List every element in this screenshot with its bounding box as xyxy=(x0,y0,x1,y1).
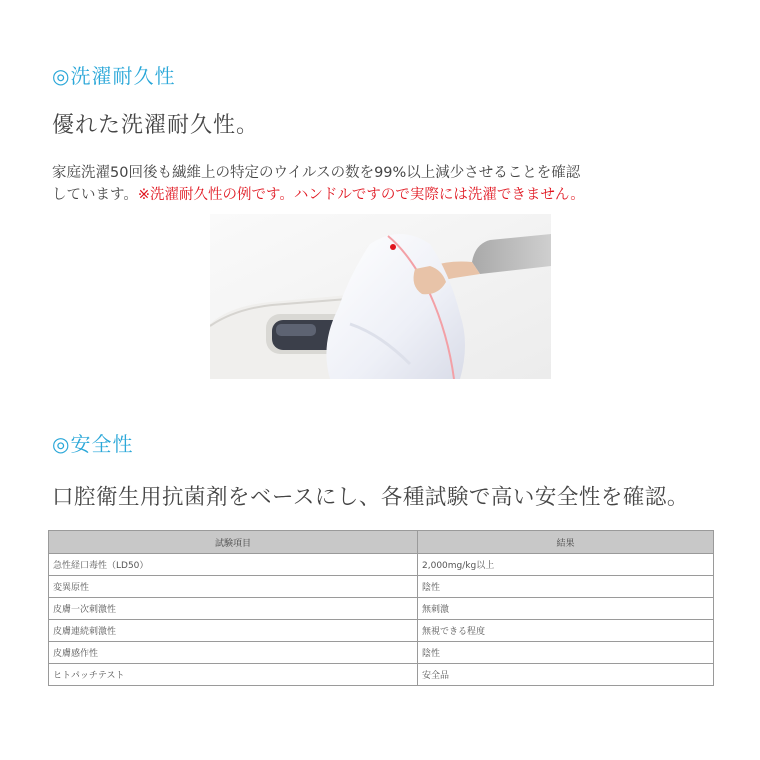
test-item-cell: 急性経口毒性（LD50） xyxy=(49,554,418,576)
laundry-net-photo xyxy=(210,214,551,379)
result-cell: 2,000mg/kg以上 xyxy=(418,554,714,576)
result-cell: 陰性 xyxy=(418,576,714,598)
table-row xyxy=(49,664,714,686)
table-row xyxy=(49,642,714,664)
result-cell: 無視できる程度 xyxy=(418,620,714,642)
table-header-row xyxy=(49,531,714,554)
column-header-test-item: 試験項目 xyxy=(49,531,418,554)
result-cell: 安全品 xyxy=(418,664,714,686)
test-item-cell: ヒトパッチテスト xyxy=(49,664,418,686)
test-item-cell: 皮膚感作性 xyxy=(49,642,418,664)
washing-note: ※洗濯耐久性の例です。ハンドルですので実際には洗濯できません。 xyxy=(137,187,585,203)
table-row xyxy=(49,554,714,576)
safety-test-table xyxy=(48,530,714,686)
table-row xyxy=(49,576,714,598)
table-row xyxy=(49,620,714,642)
test-item-cell: 皮膚連続刺激性 xyxy=(49,620,418,642)
test-item-cell: 皮膚一次刺激性 xyxy=(49,598,418,620)
result-cell: 無刺激 xyxy=(418,598,714,620)
column-header-result: 結果 xyxy=(418,531,714,554)
safety-heading: ◎安全性 xyxy=(52,432,134,456)
description-line-1: 家庭洗濯50回後も繊維上の特定のウイルスの数を99%以上減少させることを確認 xyxy=(52,165,581,181)
washing-durability-subheading: 優れた洗濯耐久性。 xyxy=(52,113,260,138)
description-prefix: しています。 xyxy=(52,187,138,203)
washing-durability-heading: ◎洗濯耐久性 xyxy=(52,64,176,88)
description-line-2 xyxy=(52,184,732,206)
washing-durability-description xyxy=(52,162,732,206)
table-row xyxy=(49,598,714,620)
test-item-cell: 変異原性 xyxy=(49,576,418,598)
safety-subheading: 口腔衛生用抗菌剤をベースにし、各種試験で高い安全性を確認。 xyxy=(52,485,689,510)
laundry-net-illustration xyxy=(210,214,551,379)
result-cell: 陰性 xyxy=(418,642,714,664)
